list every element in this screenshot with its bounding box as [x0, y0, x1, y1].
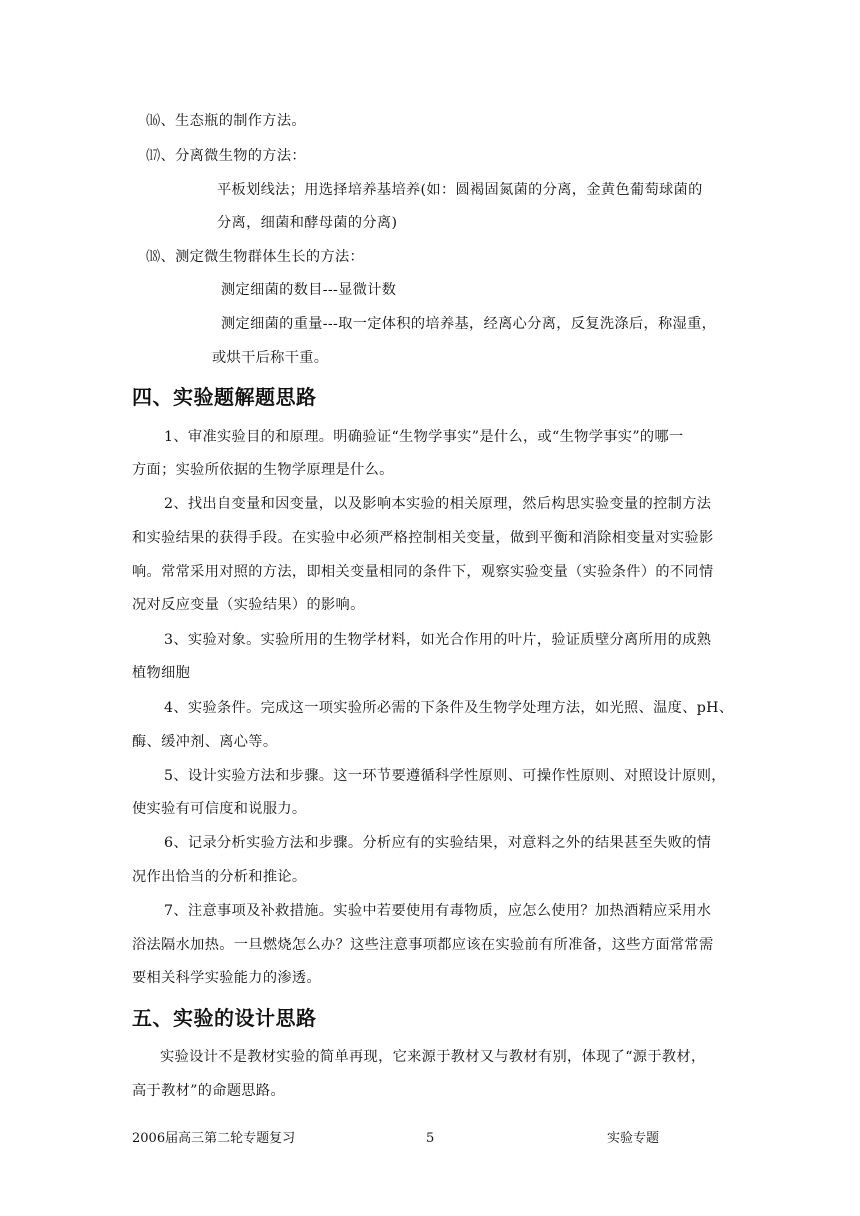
list-item-detail: 测定细菌的重量---取一定体积的培养基，经离心分离，反复洗涤后，称湿重，	[221, 316, 717, 332]
section-heading: 五、实验的设计思路	[132, 1006, 317, 1030]
paragraph-line: 7、注意事项及补救措施。实验中若要使用有毒物质，应怎么使用？加热酒精应采用水	[164, 903, 712, 919]
paragraph-line: 4、实验条件。完成这一项实验所必需的下条件及生物学处理方法，如光照、温度、pH、	[164, 700, 734, 716]
list-item: ⒄、分离微生物的方法：	[146, 148, 306, 164]
list-item-detail: 或烘干后称干重。	[212, 350, 329, 366]
paragraph-line: 要相关科学实验能力的渗透。	[132, 970, 321, 986]
paragraph-line: 使实验有可信度和说服力。	[132, 801, 307, 817]
paragraph-line: 酶、缓冲剂、离心等。	[132, 734, 278, 750]
paragraph-line: 方面；实验所依据的生物学原理是什么。	[132, 462, 394, 478]
paragraph-line: 响。常常采用对照的方法，即相关变量相同的条件下，观察实验变量（实验条件）的不同情	[132, 564, 714, 580]
paragraph-line: 3、实验对象。实验所用的生物学材料，如光合作用的叶片，验证质壁分离所用的成熟	[164, 632, 712, 648]
section-heading: 四、实验题解题思路	[132, 385, 317, 409]
footer-left: 2006届高三第二轮专题复习	[132, 1131, 296, 1146]
paragraph-line: 况对反应变量（实验结果）的影响。	[132, 597, 365, 613]
list-item-detail: 分离，细菌和酵母菌的分离)	[217, 215, 398, 231]
paragraph-line: 6、记录分析实验方法和步骤。分析应有的实验结果，对意料之外的结果甚至失败的情	[164, 835, 712, 851]
paragraph-line: 和实验结果的获得手段。在实验中必须严格控制相关变量，做到平衡和消除相变量对实验影	[132, 530, 714, 546]
list-item-detail: 测定细菌的数目---显微计数	[221, 282, 397, 298]
paragraph-line: 浴法隔水加热。一旦燃烧怎么办？这些注意事项都应该在实验前有所准备，这些方面常常需	[132, 937, 714, 953]
paragraph-line: 高于教材”的命题思路。	[132, 1083, 285, 1099]
list-item-detail: 平板划线法；用选择培养基培养(如：圆褐固氮菌的分离，金黄色葡萄球菌的	[217, 182, 703, 198]
paragraph-line: 实验设计不是教材实验的简单再现，它来源于教材又与教材有别，体现了“源于教材，	[160, 1049, 706, 1065]
paragraph-line: 况作出恰当的分析和推论。	[132, 869, 307, 885]
page-number: 5	[426, 1131, 435, 1146]
footer-right: 实验专题	[607, 1131, 660, 1146]
paragraph-line: 1、审准实验目的和原理。明确验证“生物学事实”是什么，或“生物学事实”的哪一	[164, 429, 684, 445]
list-item: ⒅、测定微生物群体生长的方法：	[146, 249, 365, 265]
paragraph-line: 2、找出自变量和因变量，以及影响本实验的相关原理，然后构思实验变量的控制方法	[164, 496, 712, 512]
list-item: ⒃、生态瓶的制作方法。	[146, 113, 306, 129]
paragraph-line: 5、设计实验方法和步骤。这一环节要遵循科学性原则、可操作性原则、对照设计原则，	[164, 768, 726, 784]
paragraph-line: 植物细胞	[132, 665, 191, 681]
